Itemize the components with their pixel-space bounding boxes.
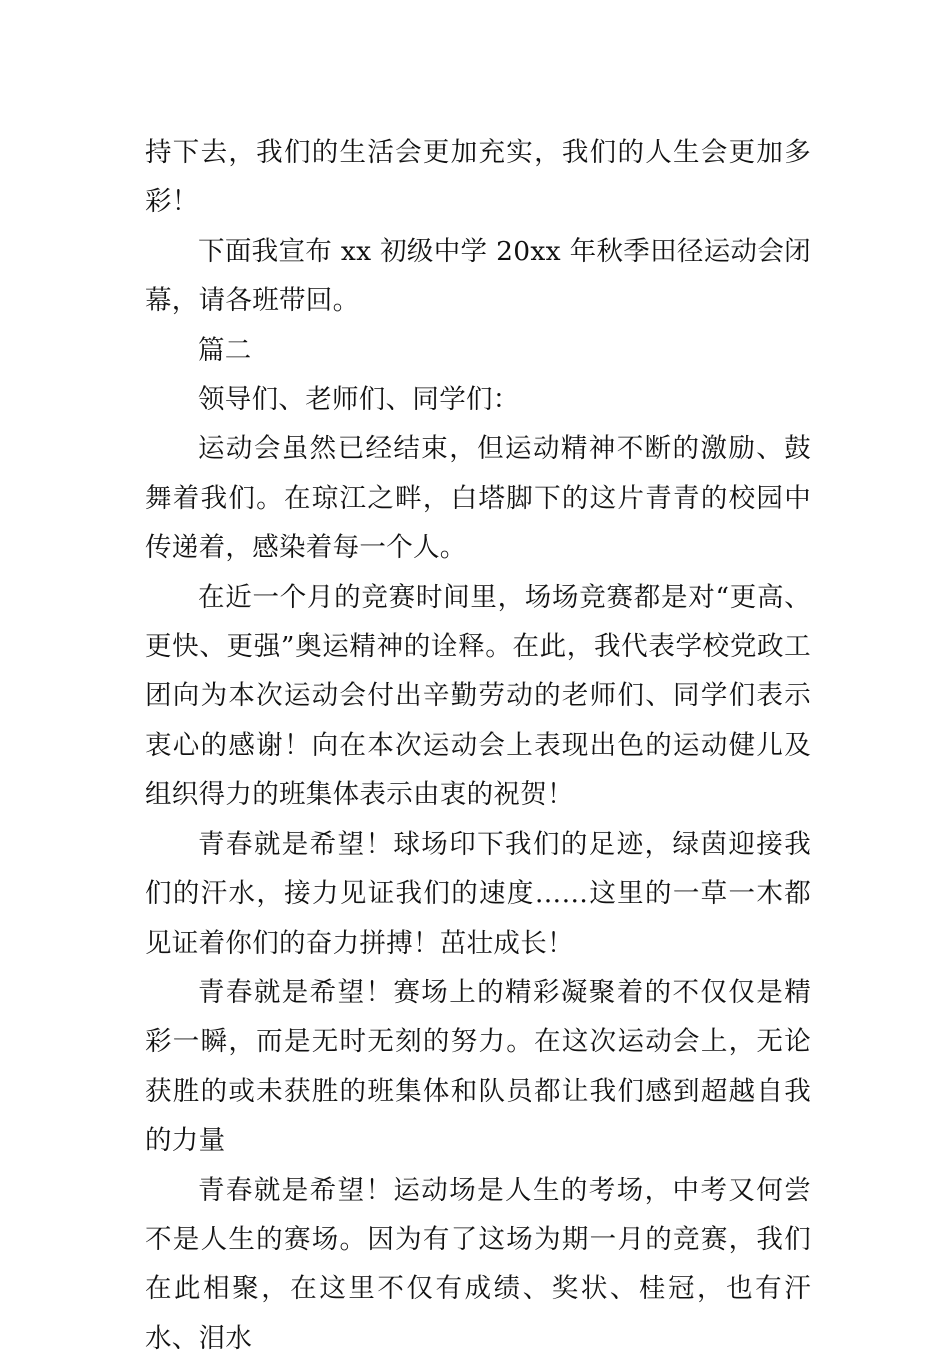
document-page — [145, 128, 811, 1363]
paragraph-closing-announcement: 下面我宣布 xx 初级中学 20xx 年秋季田径运动会闭幕，请各班带回。 — [145, 235, 811, 317]
paragraph-body: 青春就是希望！赛场上的精彩凝聚着的不仅仅是精彩一瞬，而是无时无刻的努力。在这次运动会上，无论获胜的或未获胜的班集体和队员都让我们感到超越自我的力量 — [145, 976, 811, 1157]
section-heading: 篇二 — [198, 334, 252, 366]
paragraph-body: 青春就是希望！运动场是人生的考场，中考又何尝不是人生的赛场。因为有了这场为期一月的竞赛，我们在此相聚，在这里不仅有成绩、奖状、桂冠，也有汗水、泪水 — [145, 1174, 811, 1354]
paragraph-continuation: 持下去，我们的生活会更加充实，我们的人生会更加多彩！ — [145, 137, 811, 218]
paragraph-body: 运动会虽然已经结束，但运动精神不断的激励、鼓舞着我们。在琼江之畔，白塔脚下的这片青青的校园中传递着，感染着每一个人。 — [145, 433, 811, 564]
salutation: 领导们、老师们、同学们： — [198, 384, 520, 416]
paragraph-body: 青春就是希望！球场印下我们的足迹，绿茵迎接我们的汗水，接力见证我们的速度……这里的一草一木都见证着你们的奋力拼搏！茁壮成长！ — [145, 828, 811, 959]
paragraph-body: 在近一个月的竞赛时间里，场场竞赛都是对“更高、更快、更强”奥运精神的诠释。在此，我代表学校党政工团向为本次运动会付出辛勤劳动的老师们、同学们表示衷心的感谢！向在本次运动会上表现出色的运动健儿及组织得力的班集体表示由衷的祝贺！ — [145, 581, 811, 811]
